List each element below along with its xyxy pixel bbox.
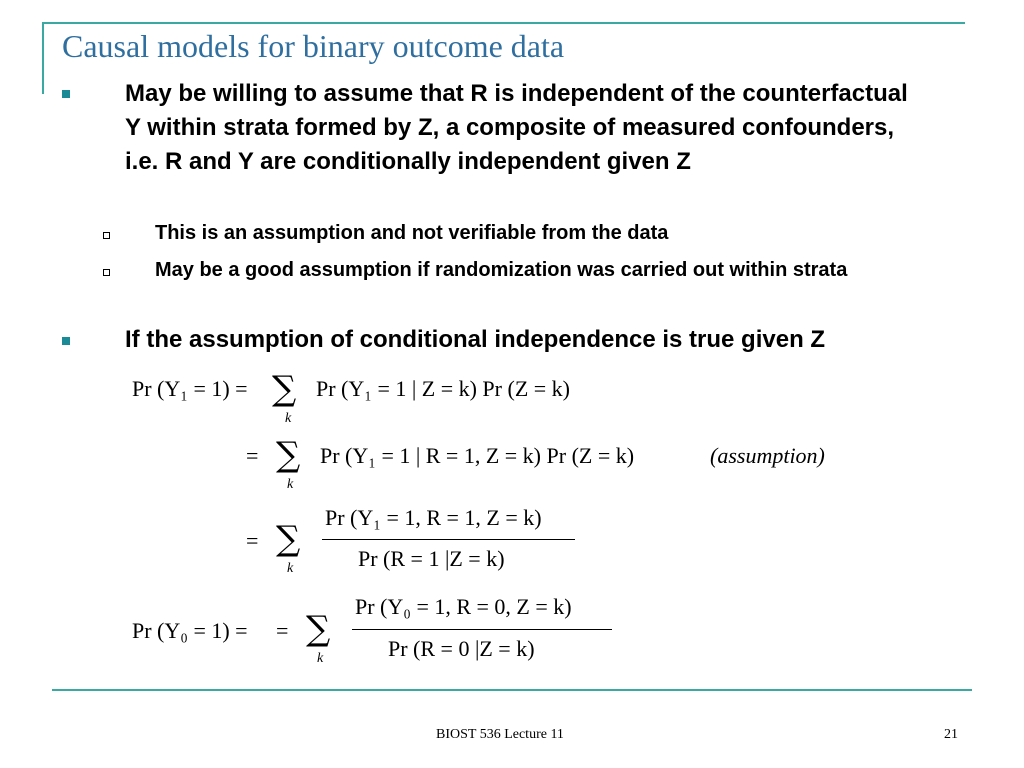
eq4-lhs: Pr (Y₀ = 1) = [132, 618, 248, 643]
sum-icon: ∑ [276, 435, 301, 475]
eq2-rhs: Pr (Y₁ = 1 | R = 1, Z = k) Pr (Z = k) [320, 443, 635, 468]
sum-index: k [287, 477, 294, 492]
eq4-numerator: Pr (Y₀ = 1, R = 0, Z = k) [355, 594, 572, 619]
slide-title: Causal models for binary outcome data [62, 28, 565, 64]
sum-index: k [287, 561, 294, 576]
frame-left-rule [42, 22, 44, 94]
bullet-marker [62, 337, 70, 345]
sub-bullet-text-2: May be a good assumption if randomization was carried out within strata [155, 259, 848, 281]
sum-index: k [317, 651, 324, 666]
page-number: 21 [944, 727, 958, 742]
footer-lecture: BIOST 536 Lecture 11 [436, 727, 564, 742]
bullet-text-2: If the assumption of conditional independence is true given Z [125, 326, 826, 353]
sum-icon: ∑ [276, 519, 301, 559]
eq1-rhs: Pr (Y₁ = 1 | Z = k) Pr (Z = k) [316, 376, 570, 401]
sum-icon: ∑ [272, 369, 297, 409]
eq3-equals: = [246, 528, 259, 553]
eq3-denominator: Pr (R = 1 |Z = k) [358, 546, 505, 571]
eq4-denominator: Pr (R = 0 |Z = k) [388, 636, 535, 661]
sub-bullet-marker [103, 269, 110, 276]
eq1-lhs: Pr (Y₁ = 1) = [132, 376, 248, 401]
eq2-equals: = [246, 443, 259, 468]
bullet-text-1: May be willing to assume that R is independent of the counterfactual Y within strata formed by Z, a composite of measured confounders, i.e. R and Y are conditionally independent given Z [125, 80, 908, 175]
sub-bullet-text-1: This is an assumption and not verifiable from the data [155, 222, 669, 244]
frame-top-rule [42, 22, 965, 24]
eq4-equals: = [276, 618, 289, 643]
eq2-note: (assumption) [710, 443, 825, 468]
fraction-bar [352, 629, 612, 630]
footer-rule [52, 689, 972, 691]
sub-bullet-marker [103, 232, 110, 239]
bullet-marker [62, 90, 70, 98]
sum-index: k [285, 411, 292, 426]
sum-icon: ∑ [306, 609, 331, 649]
eq3-numerator: Pr (Y₁ = 1, R = 1, Z = k) [325, 505, 542, 530]
fraction-bar [322, 539, 575, 540]
